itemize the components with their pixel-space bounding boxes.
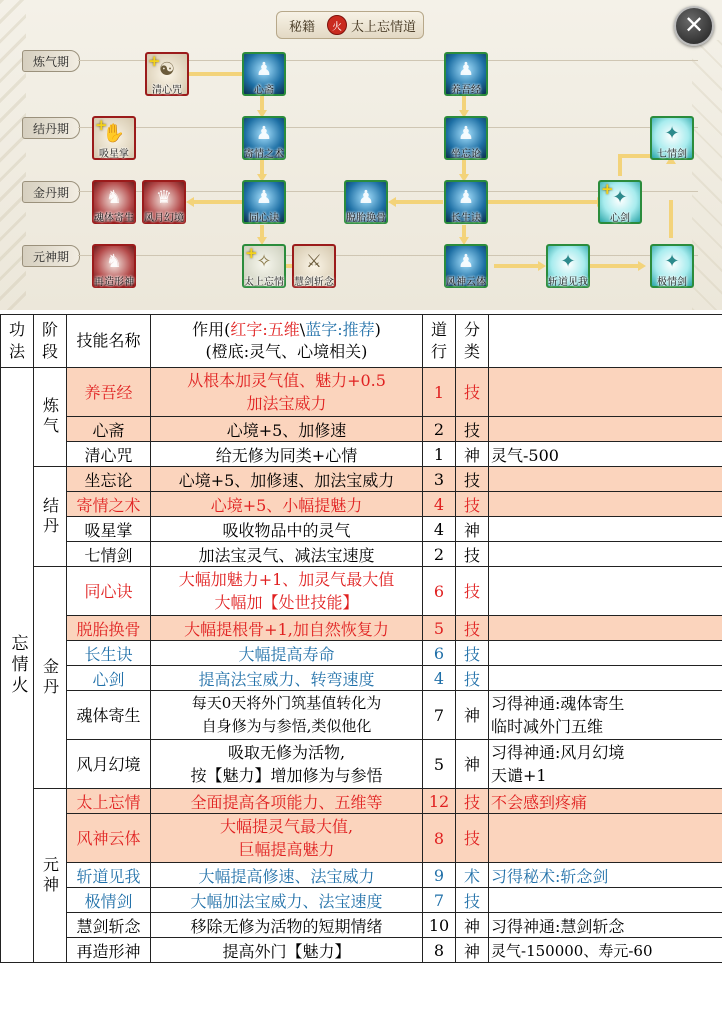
table-row [1, 641, 722, 666]
type-value: 技 [456, 789, 489, 814]
skill-icon-fengyue[interactable]: ♛ 风月幻境 [142, 180, 186, 224]
note-cell: 灵气-150000、寿元-60 [489, 938, 722, 963]
stage-label-lianqi: 炼气期 [22, 50, 80, 72]
stage-label-jindan: 金丹期 [22, 181, 80, 203]
connector [669, 200, 673, 238]
plus-icon: + [601, 180, 614, 198]
dao-value: 1 [423, 368, 456, 417]
note-cell [489, 641, 722, 666]
dao-value: 6 [423, 641, 456, 666]
table-row [1, 691, 722, 740]
note-cell: 灵气-500 [489, 442, 722, 467]
skill-name: 坐忘论 [67, 467, 151, 492]
banner-title: 太上忘情道 [351, 19, 417, 35]
stage-label-yuanshen: 元神期 [22, 245, 80, 267]
header-fenlei: 分类 [456, 315, 489, 368]
table-row [1, 492, 722, 517]
plus-icon: + [245, 244, 258, 262]
stage-cell-lianqi: 炼气 [34, 368, 67, 467]
connector [187, 72, 245, 76]
note-cell [489, 567, 722, 616]
stage-cell-jiedan: 结丹 [34, 467, 67, 567]
bamboo-decoration-right [692, 40, 722, 310]
skill-effect: 大幅加法宝威力、法宝速度 [151, 888, 423, 913]
skill-effect: 大幅加魅力+1、加灵气最大值 大幅加【处世技能】 [151, 567, 423, 616]
note-cell [489, 417, 722, 442]
stage-cell-jindan: 金丹 [34, 567, 67, 789]
method-cell: 忘情火 [1, 368, 34, 963]
table-row [1, 789, 722, 814]
type-value: 技 [456, 814, 489, 863]
skill-effect: 大幅提根骨+1,加自然恢复力 [151, 616, 423, 641]
skill-effect: 大幅提高寿命 [151, 641, 423, 666]
skill-name: 心剑 [67, 666, 151, 691]
skill-name: 脱胎换骨 [67, 616, 151, 641]
fire-element-badge: 火 [327, 15, 347, 35]
dao-value: 8 [423, 938, 456, 963]
type-value: 技 [456, 492, 489, 517]
arrow-left-icon [388, 197, 396, 207]
skill-name: 七情剑 [67, 542, 151, 567]
type-value: 神 [456, 740, 489, 789]
skill-name: 心斋 [67, 417, 151, 442]
type-value: 技 [456, 567, 489, 616]
type-value: 神 [456, 913, 489, 938]
skill-icon-hunti[interactable]: ♞ 魂体寄生 [92, 180, 136, 224]
note-cell [489, 888, 722, 913]
dao-value: 7 [423, 888, 456, 913]
type-value: 技 [456, 417, 489, 442]
connector [618, 154, 622, 176]
skill-name: 慧剑斩念 [67, 913, 151, 938]
skill-icon-zaizao[interactable]: ♞ 再造形神 [92, 244, 136, 288]
connector [494, 264, 540, 268]
table-row [1, 542, 722, 567]
table-row [1, 417, 722, 442]
dao-value: 4 [423, 517, 456, 542]
skill-icon-changsheng[interactable]: ♟ 长生诀 [444, 180, 488, 224]
type-value: 神 [456, 938, 489, 963]
skill-icon-zuowanglun[interactable]: ♟ 坐忘论 [444, 116, 488, 160]
dao-value: 4 [423, 666, 456, 691]
dao-value: 3 [423, 467, 456, 492]
type-value: 技 [456, 616, 489, 641]
table-row [1, 913, 722, 938]
skill-effect: 每天0天将外门筑基值转化为 自身修为与参悟,类似他化 [151, 691, 423, 740]
dao-value: 10 [423, 913, 456, 938]
type-value: 技 [456, 467, 489, 492]
skill-name: 极情剑 [67, 888, 151, 913]
skill-icon-fengshen[interactable]: ♟ 风神云体 [444, 244, 488, 288]
header-jieduan: 阶段 [34, 315, 67, 368]
note-cell [489, 666, 722, 691]
note-cell [489, 616, 722, 641]
type-value: 技 [456, 542, 489, 567]
skill-name: 风月幻境 [67, 740, 151, 789]
table-row [1, 938, 722, 963]
table-row [1, 863, 722, 888]
skill-name: 吸星掌 [67, 517, 151, 542]
connector [193, 200, 243, 204]
type-value: 神 [456, 442, 489, 467]
skill-effect: 提高法宝威力、转弯速度 [151, 666, 423, 691]
stage-divider [78, 255, 698, 256]
skill-icon-zhandao[interactable]: ✦ 斩道见我 [546, 244, 590, 288]
table-row [1, 616, 722, 641]
table-row [1, 567, 722, 616]
skill-effect: 吸收物品中的灵气 [151, 517, 423, 542]
dao-value: 4 [423, 492, 456, 517]
note-cell [489, 814, 722, 863]
table-row [1, 666, 722, 691]
stage-divider [78, 127, 698, 128]
type-value: 技 [456, 368, 489, 417]
skill-icon-tongxin[interactable]: ♟ 同心诀 [242, 180, 286, 224]
arrow-left-icon [186, 197, 194, 207]
plus-icon: + [95, 116, 108, 134]
skill-name: 养吾经 [67, 368, 151, 417]
skill-effect: 心境+5、加修速、加法宝威力 [151, 467, 423, 492]
header-effect: 作用(红字:五维\蓝字:推荐) (橙底:灵气、心境相关) [151, 315, 423, 368]
skill-icon-huijian[interactable]: ⚔ 慧剑斩念 [292, 244, 336, 288]
note-cell: 习得神通:魂体寄生 临时减外门五维 [489, 691, 722, 740]
table-row [1, 814, 722, 863]
title-banner [276, 11, 424, 39]
skill-name: 风神云体 [67, 814, 151, 863]
arrow-right-icon [538, 261, 546, 271]
note-cell [489, 368, 722, 417]
skill-name: 太上忘情 [67, 789, 151, 814]
skill-name: 同心诀 [67, 567, 151, 616]
table-row [1, 368, 722, 417]
close-button[interactable]: ✕ [674, 6, 714, 46]
skill-name: 清心咒 [67, 442, 151, 467]
skill-effect: 大幅提灵气最大值, 巨幅提高魅力 [151, 814, 423, 863]
type-value: 术 [456, 863, 489, 888]
note-cell: 习得神通:风月幻境 天谴+1 [489, 740, 722, 789]
skill-effect: 提高外门【魅力】 [151, 938, 423, 963]
skill-icon-taishang[interactable]: ✧ + 太上忘情 [244, 244, 284, 288]
skill-effect: 大幅提高修速、法宝威力 [151, 863, 423, 888]
connector [395, 200, 443, 204]
note-cell [489, 467, 722, 492]
note-cell [489, 542, 722, 567]
skill-icon-jiqingzhishu[interactable]: ♟ 寄情之术 [242, 116, 286, 160]
skill-effect: 心境+5、小幅提魅力 [151, 492, 423, 517]
skill-icon-jiqingjian[interactable]: ✦ 极情剑 [650, 244, 694, 288]
skill-icon-xixingzhang[interactable]: ✋ + 吸星掌 [92, 116, 136, 160]
skill-effect: 加法宝灵气、减法宝速度 [151, 542, 423, 567]
dao-value: 1 [423, 442, 456, 467]
connector [590, 264, 640, 268]
table-header-row [1, 315, 722, 368]
skill-icon-yangwujing[interactable]: ♟ 养吾经 [444, 52, 488, 96]
header-skill-name: 技能名称 [67, 315, 151, 368]
dao-value: 6 [423, 567, 456, 616]
dao-value: 8 [423, 814, 456, 863]
skill-name: 斩道见我 [67, 863, 151, 888]
type-value: 技 [456, 641, 489, 666]
note-cell: 习得神通:慧剑斩念 [489, 913, 722, 938]
skill-effect: 给无修为同类+心情 [151, 442, 423, 467]
skill-effect: 吸取无修为活物, 按【魅力】增加修为与参悟 [151, 740, 423, 789]
skill-icon-xinzhai[interactable]: ♟ 心斋 [242, 52, 286, 96]
table-row [1, 740, 722, 789]
header-daoxing: 道行 [423, 315, 456, 368]
header-gongfa: 功法 [1, 315, 34, 368]
skill-name: 魂体寄生 [67, 691, 151, 740]
skill-icon-qingxinzhou[interactable]: ☯ + 清心咒 [145, 52, 189, 96]
skill-tree-panel [0, 0, 722, 310]
table-row [1, 517, 722, 542]
dao-value: 2 [423, 542, 456, 567]
dao-value: 9 [423, 863, 456, 888]
table-row [1, 467, 722, 492]
stage-label-jiedan: 结丹期 [22, 117, 80, 139]
table-row [1, 888, 722, 913]
skill-name: 长生诀 [67, 641, 151, 666]
connector [485, 200, 597, 204]
type-value: 技 [456, 888, 489, 913]
dao-value: 7 [423, 691, 456, 740]
stage-cell-yuanshen: 元神 [34, 789, 67, 963]
skill-effect: 心境+5、加修速 [151, 417, 423, 442]
note-cell: 习得秘术:斩念剑 [489, 863, 722, 888]
skill-effect: 全面提高各项能力、五维等 [151, 789, 423, 814]
skill-icon-tuotai[interactable]: ♟ 脱胎换骨 [344, 180, 388, 224]
banner-label: 秘籍 [288, 19, 315, 35]
type-value: 神 [456, 691, 489, 740]
note-cell: 不会感到疼痛 [489, 789, 722, 814]
plus-icon: + [148, 52, 161, 70]
arrow-right-icon [638, 261, 646, 271]
skill-name: 再造形神 [67, 938, 151, 963]
header-note [489, 315, 722, 368]
type-value: 技 [456, 666, 489, 691]
dao-value: 12 [423, 789, 456, 814]
dao-value: 5 [423, 740, 456, 789]
skill-table [0, 314, 722, 963]
skill-effect: 从根本加灵气值、魅力+0.5 加法宝威力 [151, 368, 423, 417]
note-cell [489, 517, 722, 542]
dao-value: 2 [423, 417, 456, 442]
skill-icon-qiqingjian[interactable]: ✦ 七情剑 [650, 116, 694, 160]
dao-value: 5 [423, 616, 456, 641]
skill-effect: 移除无修为活物的短期情绪 [151, 913, 423, 938]
skill-icon-xinjian[interactable]: ✦ + 心剑 [598, 180, 642, 224]
note-cell [489, 492, 722, 517]
table-row [1, 442, 722, 467]
skill-name: 寄情之术 [67, 492, 151, 517]
type-value: 神 [456, 517, 489, 542]
